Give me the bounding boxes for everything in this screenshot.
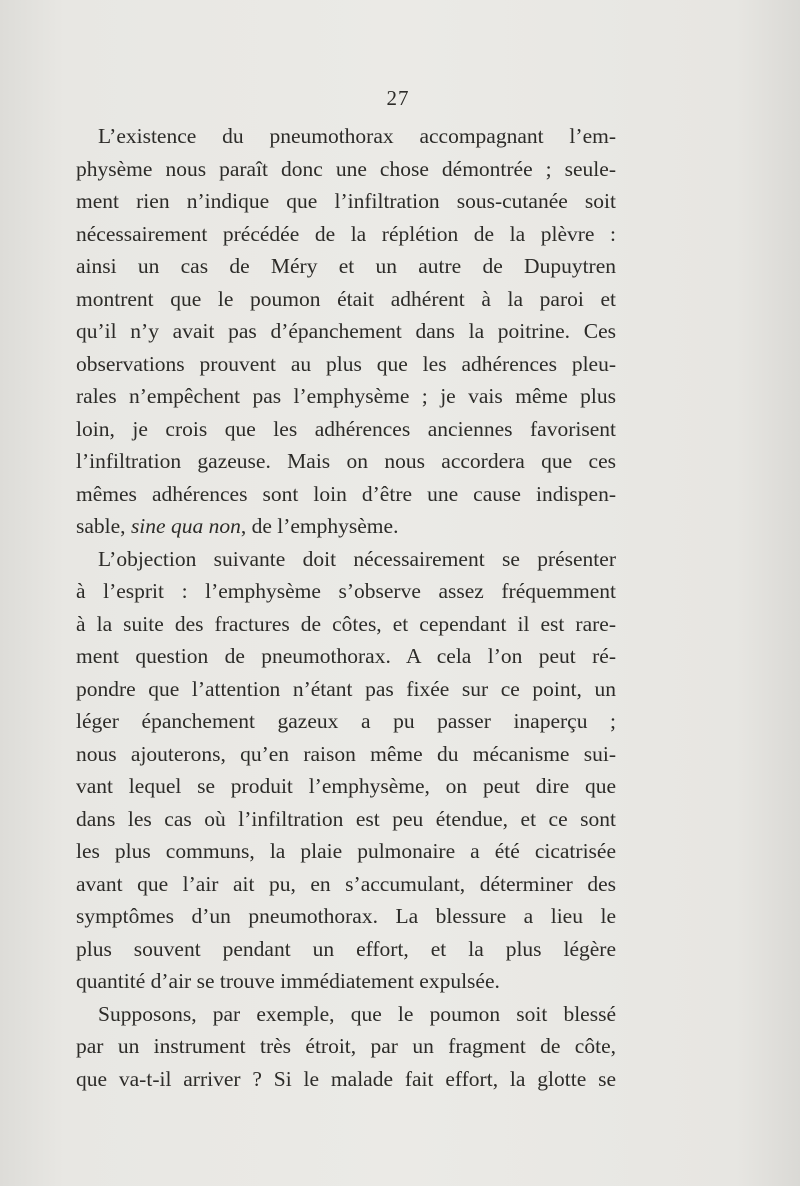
text-span: sable, [76,514,131,538]
text-line: les plus communs, la plaie pulmonaire a été cicatrisée [76,839,616,863]
text-line: à l’esprit : l’emphysème s’observe assez fréquemment [76,579,616,603]
text-line: pondre que l’attention n’étant pas fixée sur ce point, un [76,676,616,701]
text-line: symptômes d’un pneumothorax. La blessure a lieu le [76,904,616,928]
body-text [76,120,616,1095]
text-line: L’objection suivante doit nécessairement se présenter [98,546,616,571]
text-line: à la suite des fractures de côtes, et cependant il est rare- [76,611,616,636]
text-line: physème nous paraît donc une chose démontrée ; seule- [76,156,616,181]
text-line: observations prouvent au plus que les adhérences pleu- [76,351,616,376]
paragraph-1 [76,120,616,543]
text-line: L’existence du pneumothorax accompagnant l’em- [98,124,616,148]
text-line: par un instrument très étroit, par un fragment de côte, [76,1034,616,1058]
paragraph-2 [76,543,616,998]
text-line: plus souvent pendant un effort, et la plus légère [76,936,616,961]
text-line: vant lequel se produit l’emphysème, on peut dire que [76,774,616,798]
text-line: dans les cas où l’infiltration est peu étendue, et ce sont [76,806,616,831]
text-line: qu’il n’y avait pas d’épanchement dans la poitrine. Ces [76,319,616,343]
text-line: rales n’empêchent pas l’emphysème ; je vais même plus [76,384,616,408]
text-line: léger épanchement gazeux a pu passer inaperçu ; [76,709,616,733]
text-line: ment question de pneumothorax. A cela l’on peut ré- [76,644,616,668]
text-line: ainsi un cas de Méry et un autre de Dupuytren [76,254,616,278]
paragraph-3 [76,998,616,1096]
text-line: loin, je crois que les adhérences anciennes favorisent [76,416,616,441]
text-line: l’infiltration gazeuse. Mais on nous accordera que ces [76,449,616,473]
text-line: mêmes adhérences sont loin d’être une cause indispen- [76,481,616,506]
text-line: que va-t-il arriver ? Si le malade fait effort, la glotte se [76,1066,616,1091]
italic-phrase: sine qua non [130,514,241,538]
text-line: Supposons, par exemple, que le poumon soit blessé [98,1001,616,1026]
text-line [76,510,616,543]
text-line: nous ajouterons, qu’en raison même du mécanisme sui- [76,741,616,766]
text-line: nécessairement précédée de la réplétion de la plèvre : [76,221,616,246]
text-span: , de l’emphysème. [240,514,399,538]
text-line: avant que l’air ait pu, en s’accumulant, déterminer des [76,871,616,896]
text-line: montrent que le poumon était adhérent à la paroi et [76,286,616,311]
text-line: quantité d’air se trouve immédiatement expulsée. [76,969,500,993]
text-line: ment rien n’indique que l’infiltration sous-cutanée soit [76,189,616,213]
page-number: 27 [386,86,410,110]
